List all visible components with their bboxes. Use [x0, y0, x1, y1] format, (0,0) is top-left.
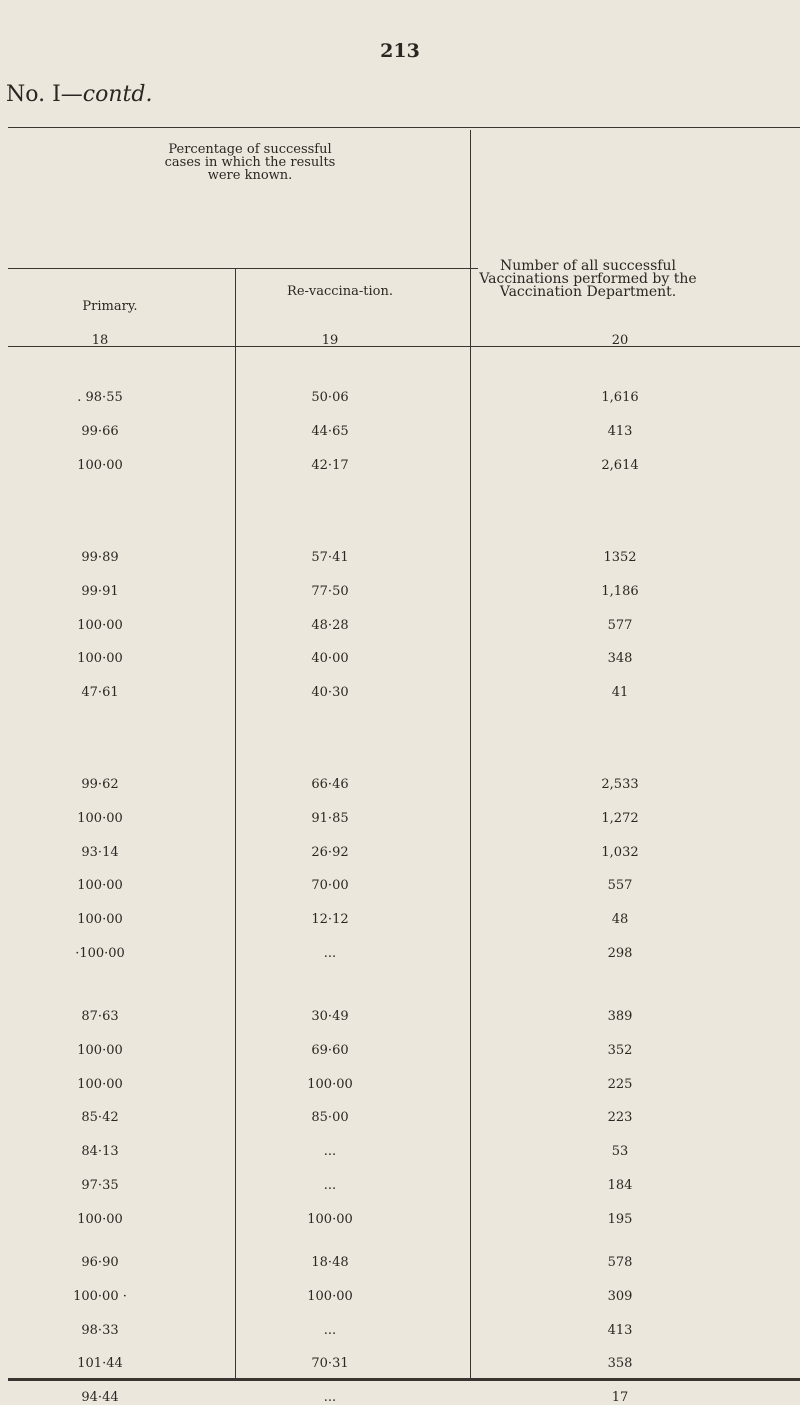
continuation-heading: [6, 82, 152, 107]
column-number-18: 18: [91, 333, 109, 348]
primary-header: Primary.: [82, 299, 138, 314]
total-cell: 557: [607, 878, 633, 894]
total-cell: 352: [607, 1042, 633, 1058]
column-number-19: 19: [321, 333, 339, 348]
primary-cell: 97·35: [81, 1178, 119, 1193]
primary-cell: . 98·55: [77, 390, 123, 405]
revaccination-cell: ...: [323, 1144, 337, 1160]
column-number-20: 20: [611, 333, 629, 348]
total-cell: 53: [611, 1144, 629, 1160]
total-cell: 298: [607, 946, 633, 961]
primary-cell: 47·61: [81, 685, 119, 701]
primary-cell: 93·14: [81, 844, 119, 860]
table-number: No. I—: [6, 82, 83, 107]
primary-cell: 100·00: [77, 1076, 123, 1092]
revaccination-cell: 40·00: [311, 651, 349, 667]
revaccination-cell: ...: [323, 1390, 337, 1405]
total-cell: 1,032: [601, 844, 639, 860]
revaccination-cell: 70·31: [311, 1356, 349, 1372]
revaccination-cell: 91·85: [311, 810, 349, 826]
primary-cell: 100·00: [77, 810, 123, 826]
total-cell: 225: [607, 1076, 633, 1092]
page-number: 213: [380, 40, 420, 62]
total-cell: 309: [607, 1288, 633, 1304]
primary-cell: 100·00: [77, 651, 123, 667]
total-cell: 1,272: [601, 810, 639, 826]
primary-cell: 99·89: [81, 550, 119, 565]
primary-cell: 84·13: [81, 1144, 119, 1160]
primary-cell: 87·63: [81, 1009, 119, 1024]
primary-cell: 96·90: [81, 1255, 119, 1270]
total-cell: 195: [607, 1211, 633, 1227]
revaccination-cell: 30·49: [311, 1009, 349, 1024]
total-cell: 184: [607, 1178, 633, 1193]
primary-cell: 99·91: [81, 583, 119, 599]
revaccination-cell: 57·41: [311, 550, 349, 565]
revaccination-cell: 12·12: [311, 912, 349, 928]
primary-cell: 100·00 ·: [73, 1288, 127, 1304]
revaccination-cell: 77·50: [311, 583, 349, 599]
primary-cell: 85·42: [81, 1110, 119, 1126]
revaccination-cell: 18·48: [311, 1255, 349, 1270]
total-cell: 413: [607, 423, 633, 439]
bottom-rule: [8, 1378, 800, 1381]
percentage-subrule: [8, 268, 478, 269]
total-cell: 358: [607, 1356, 633, 1372]
total-cell: 2,614: [601, 457, 639, 473]
revaccination-cell: 69·60: [311, 1042, 349, 1058]
percentage-header: Percentage of successful cases in which the results were known.: [164, 142, 336, 183]
total-cell: 1352: [603, 550, 637, 565]
primary-cell: 99·62: [81, 777, 119, 792]
primary-cell: 100·00: [77, 1211, 123, 1227]
total-cell: 413: [607, 1322, 633, 1338]
primary-cell: 100·00: [77, 617, 123, 633]
revaccination-cell: 85·00: [311, 1110, 349, 1126]
total-cell: 48: [611, 912, 629, 928]
total-cell: 348: [607, 651, 633, 667]
revaccination-header: Re-vaccina-tion.: [287, 284, 393, 299]
total-cell: 223: [607, 1110, 633, 1126]
revaccination-cell: 100·00: [307, 1288, 353, 1304]
total-cell: 17: [611, 1390, 629, 1405]
primary-cell: 100·00: [77, 457, 123, 473]
primary-cell: 99·66: [81, 423, 119, 439]
primary-cell: 100·00: [77, 878, 123, 894]
number-all-header: Number of all successful Vaccinations performed by the Vaccination Department.: [479, 258, 697, 300]
revaccination-cell: 40·30: [311, 685, 349, 701]
total-cell: 577: [607, 617, 633, 633]
revaccination-cell: 70·00: [311, 878, 349, 894]
total-cell: 1,186: [601, 583, 639, 599]
primary-cell: 94·44: [81, 1390, 119, 1405]
primary-cell: 101·44: [77, 1356, 123, 1372]
revaccination-cell: 100·00: [307, 1211, 353, 1227]
primary-cell: 100·00: [77, 1042, 123, 1058]
revaccination-cell: 66·46: [311, 777, 349, 792]
revaccination-cell: 26·92: [311, 844, 349, 860]
revaccination-cell: ...: [323, 1322, 337, 1338]
revaccination-cell: ...: [323, 1178, 337, 1193]
column-divider-1: [235, 268, 236, 1378]
revaccination-cell: 50·06: [311, 390, 349, 405]
total-cell: 1,616: [601, 390, 639, 405]
total-cell: 389: [607, 1009, 633, 1024]
revaccination-cell: 42·17: [311, 457, 349, 473]
total-cell: 2,533: [601, 777, 639, 792]
revaccination-cell: 48·28: [311, 617, 349, 633]
column-divider-2: [470, 130, 471, 1378]
total-cell: 41: [611, 685, 629, 701]
primary-cell: 100·00: [77, 912, 123, 928]
primary-cell: 98·33: [81, 1322, 119, 1338]
revaccination-cell: ...: [323, 946, 337, 961]
total-cell: 578: [607, 1255, 633, 1270]
contd-label: contd.: [82, 82, 153, 107]
top-rule: [8, 127, 800, 128]
revaccination-cell: 100·00: [307, 1076, 353, 1092]
revaccination-cell: 44·65: [311, 423, 349, 439]
primary-cell: ·100·00: [75, 946, 125, 961]
